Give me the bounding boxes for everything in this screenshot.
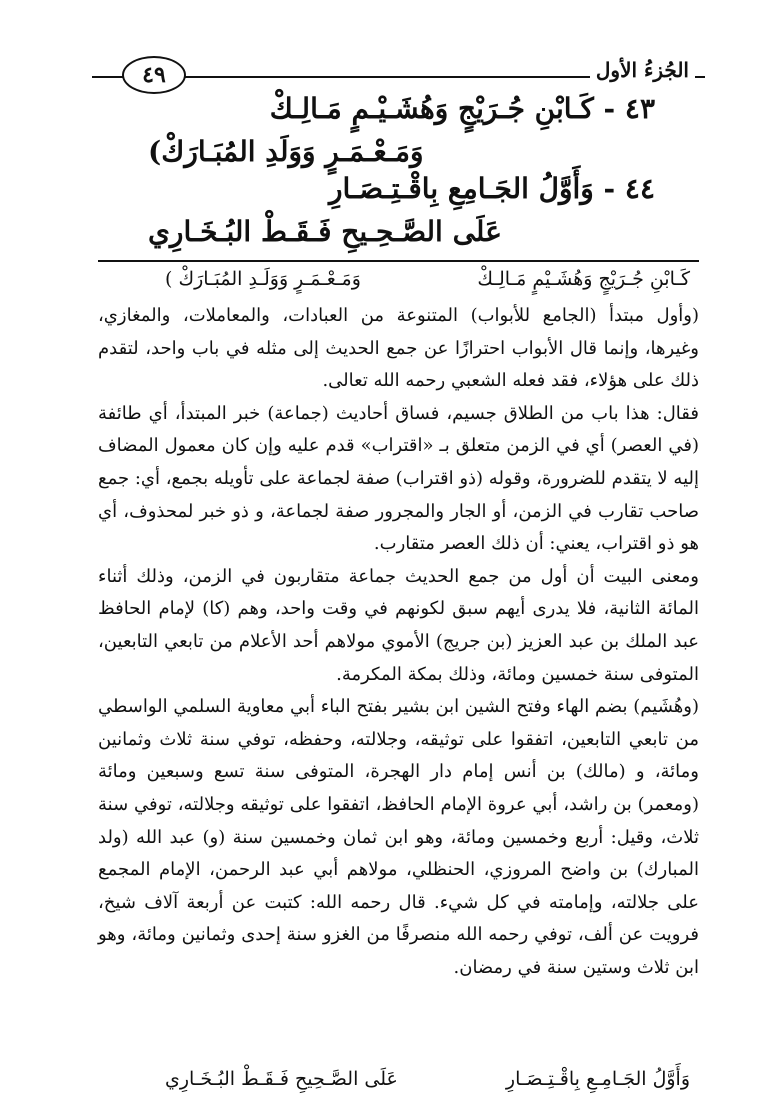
commentary-paragraph: ومعنى البيت أن أول من جمع الحديث جماعة متقاربون في الزمن، وذلك أثناء المائة الثانية، فلا يدرى أيهم سبق لكونهم في وقت واحد، وهم (كا) لإمام الحافظ عبد الملك بن عبد العزيز (بن جريج) الأموي مولاهم أحد الأعلام من تابعي التابعين، المتوفى سنة خمسين ومائة، وذلك بمكة المكرمة. [98,565,699,685]
commentary-verse-44-second: عَلَى الصَّـحِيحِ فَـقَـطْ البُـخَـارِي [165,1068,398,1090]
verse-44-second-hemistich: عَلَى الصَّـحِـيحِ فَـقَـطْ البُـخَـارِي [148,215,502,248]
commentary-verse-43-second: وَمَـعْـمَـرٍ وَوَلَـدِ المُبَـارَكْ ) [165,268,361,290]
page-number: ٤٩ [122,56,186,94]
verse-43-first-hemistich: ٤٣ - كَـابْنِ جُـرَيْجٍ وَهُشَـيْـمٍ مَـالِـكْ [269,92,655,125]
page-header [92,46,705,94]
commentary-verse-44 [165,1068,690,1090]
commentary-verse-43 [165,268,690,290]
commentary-verse-44-first: وَأَوَّلُ الجَـامِـعِ بِاقْـتِـصَـارِ [505,1068,690,1090]
commentary-paragraph: فقال: هذا باب من الطلاق جسيم، فساق أحاديث (جماعة) خبر المبتدأ، أي طائفة (في العصر) أي في الزمن متعلق بـ «اقتراب» قدم عليه وإن كان معمول المضاف إليه لا يتقدم للضرورة، وقوله (ذو اقتراب) صفة لجماعة على تأويله بجمع، أي: جمع صاحب تقارب في الزمن، أو الجار والمجرور صفة لجماعة، و ذو خبر لمحذوف، أي هو ذو اقتراب، يعني: أن ذلك العصر متقارب. [98,402,699,555]
volume-title: الجُزءُ الأول [590,58,695,82]
section-divider [98,260,699,262]
commentary-paragraph: (وأول مبتدأ (الجامع للأبواب) المتنوعة من العبادات، والمعاملات، والمغازي، وغيرها، وإنما قال الأبواب احترازًا عن جمع الحديث إلى مثله في باب واحد، لتقدم ذلك على هؤلاء، فقد فعله الشعبي رحمه الله تعالى. [98,305,699,392]
commentary-body [98,300,699,984]
commentary-verse-43-first: كَـابْنِ جُـرَيْجٍ وَهُشَـيْمٍ مَـالِـكْ [477,268,690,290]
commentary-paragraph: (وهُشَيم) بضم الهاء وفتح الشين ابن بشير بفتح الباء أبي معاوية السلمي الواسطي من تابعي التابعين، اتفقوا على توثيقه، وجلالته، وحفظه، توفي سنة ثلاث وثمانين ومائة، و (مالك) بن أنس إمام دار الهجرة، المتوفى سنة تسع وسبعين ومائة (ومعمر) بن راشد، أبي عروة الإمام الحافظ، اتفقوا على توثيقه وجلالته، توفي سنة ثلاث، وقيل: أربع وخمسين ومائة، وهو ابن ثمان وخمسين سنة (و) عبد الله (ولد المبارك) بن واضح المروزي، الحنظلي، مولاهم أبي عبد الرحمن، الإمام المجمع على جلالته، وإمامته في كل شيء. قال رحمه الله: كتبت عن أربعة آلاف شيخ، فرويت عن ألف، توفي رحمه الله منصرفًا من الغزو سنة إحدى وثمانين ومائة، وهو ابن ثلاث وستين سنة في رمضان. [98,696,699,978]
verse-44-first-hemistich: ٤٤ - وَأَوَّلُ الجَـامِعِ بِاقْـتِـصَـارِ [329,172,655,205]
verse-43-second-hemistich: وَمَـعْـمَـرٍ وَوَلَدِ المُبَـارَكْ) [148,135,424,168]
